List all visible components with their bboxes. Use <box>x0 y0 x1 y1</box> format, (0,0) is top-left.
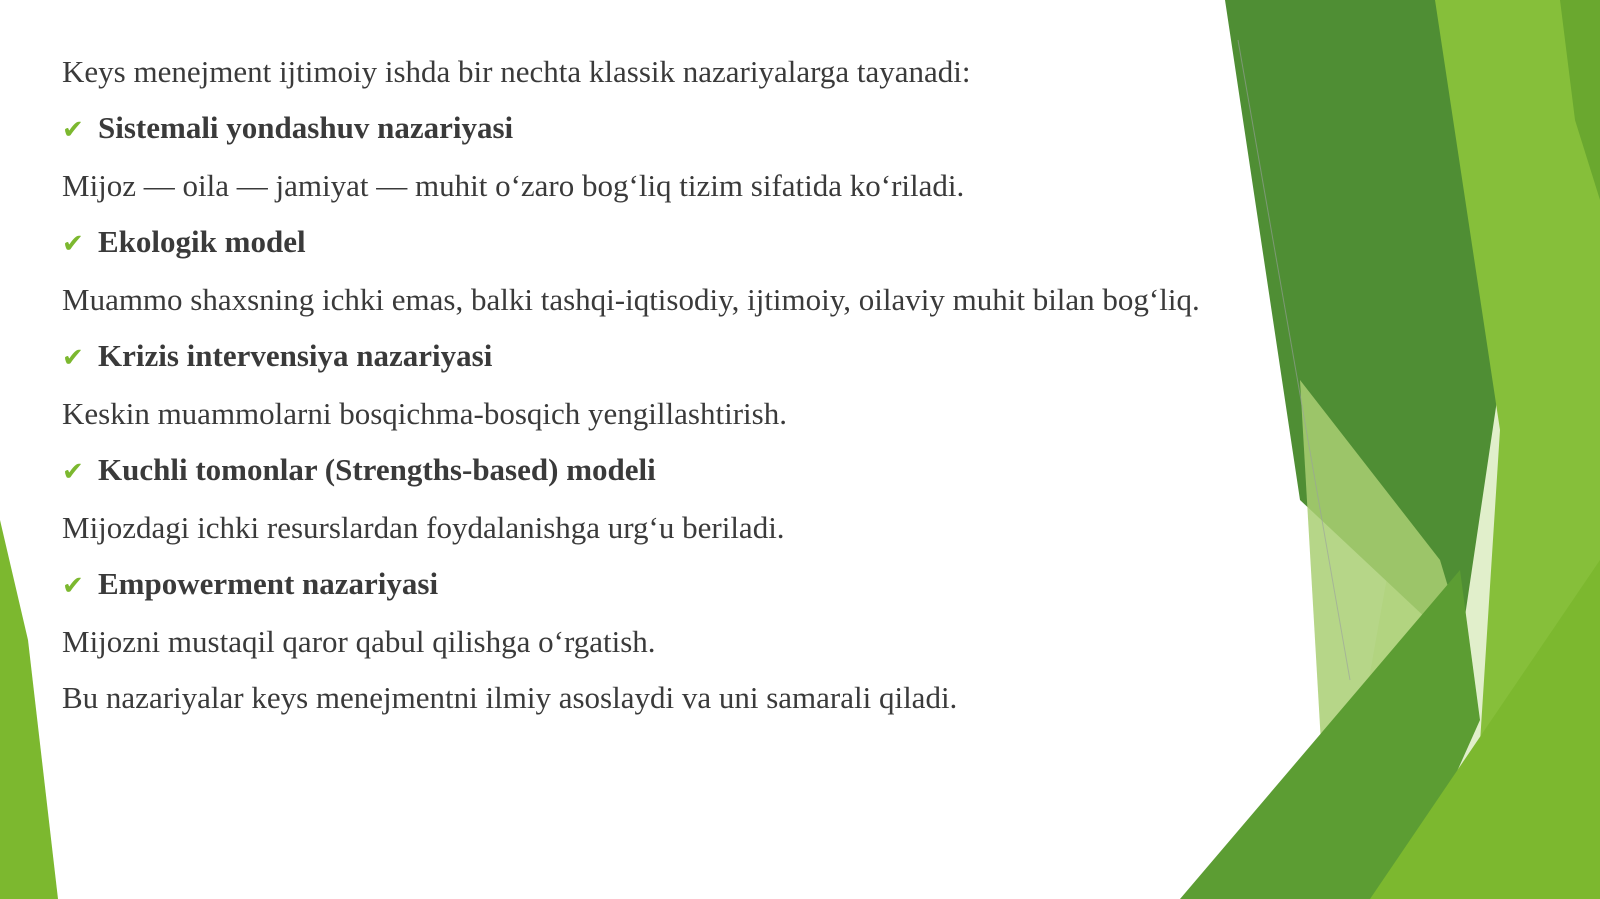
theory-title: Kuchli tomonlar (Strengths-based) modeli <box>98 452 656 487</box>
theory-heading <box>62 222 1212 264</box>
conclusion-text: Bu nazariyalar keys menejmentni ilmiy asoslaydi va uni samarali qiladi. <box>62 680 958 715</box>
left-edge-shape <box>0 520 58 899</box>
check-mark-icon: ✔ <box>62 229 84 259</box>
check-mark-icon: ✔ <box>62 115 84 145</box>
theory-title: Krizis intervensiya nazariyasi <box>98 338 493 373</box>
theory-heading <box>62 450 1212 492</box>
theory-title: Ekologik model <box>98 224 306 259</box>
theory-description: Mijoz — oila — jamiyat — muhit o‘zaro bog‘liq tizim sifatida ko‘riladi. <box>62 168 965 203</box>
theory-title: Sistemali yondashuv nazariyasi <box>98 110 514 145</box>
intro-text: Keys menejment ijtimoiy ishda bir nechta klassik nazariyalarga tayanadi: <box>62 54 971 89</box>
check-mark-icon: ✔ <box>62 343 84 373</box>
theory-heading <box>62 564 1212 606</box>
theory-description: Muammo shaxsning ichki emas, balki tashqi-iqtisodiy, ijtimoiy, oilaviy muhit bilan bog‘liq. <box>62 282 1200 317</box>
theory-description: Mijozdagi ichki resurslardan foydalanishga urg‘u beriladi. <box>62 510 785 545</box>
slide-content <box>62 52 1212 734</box>
theory-title: Empowerment nazariyasi <box>98 566 439 601</box>
theory-heading <box>62 108 1212 150</box>
theory-heading <box>62 336 1212 378</box>
theory-description: Keskin muammolarni bosqichma-bosqich yengillashtirish. <box>62 396 787 431</box>
check-mark-icon: ✔ <box>62 457 84 487</box>
theory-description: Mijozni mustaqil qaror qabul qilishga o‘rgatish. <box>62 624 656 659</box>
check-mark-icon: ✔ <box>62 571 84 601</box>
